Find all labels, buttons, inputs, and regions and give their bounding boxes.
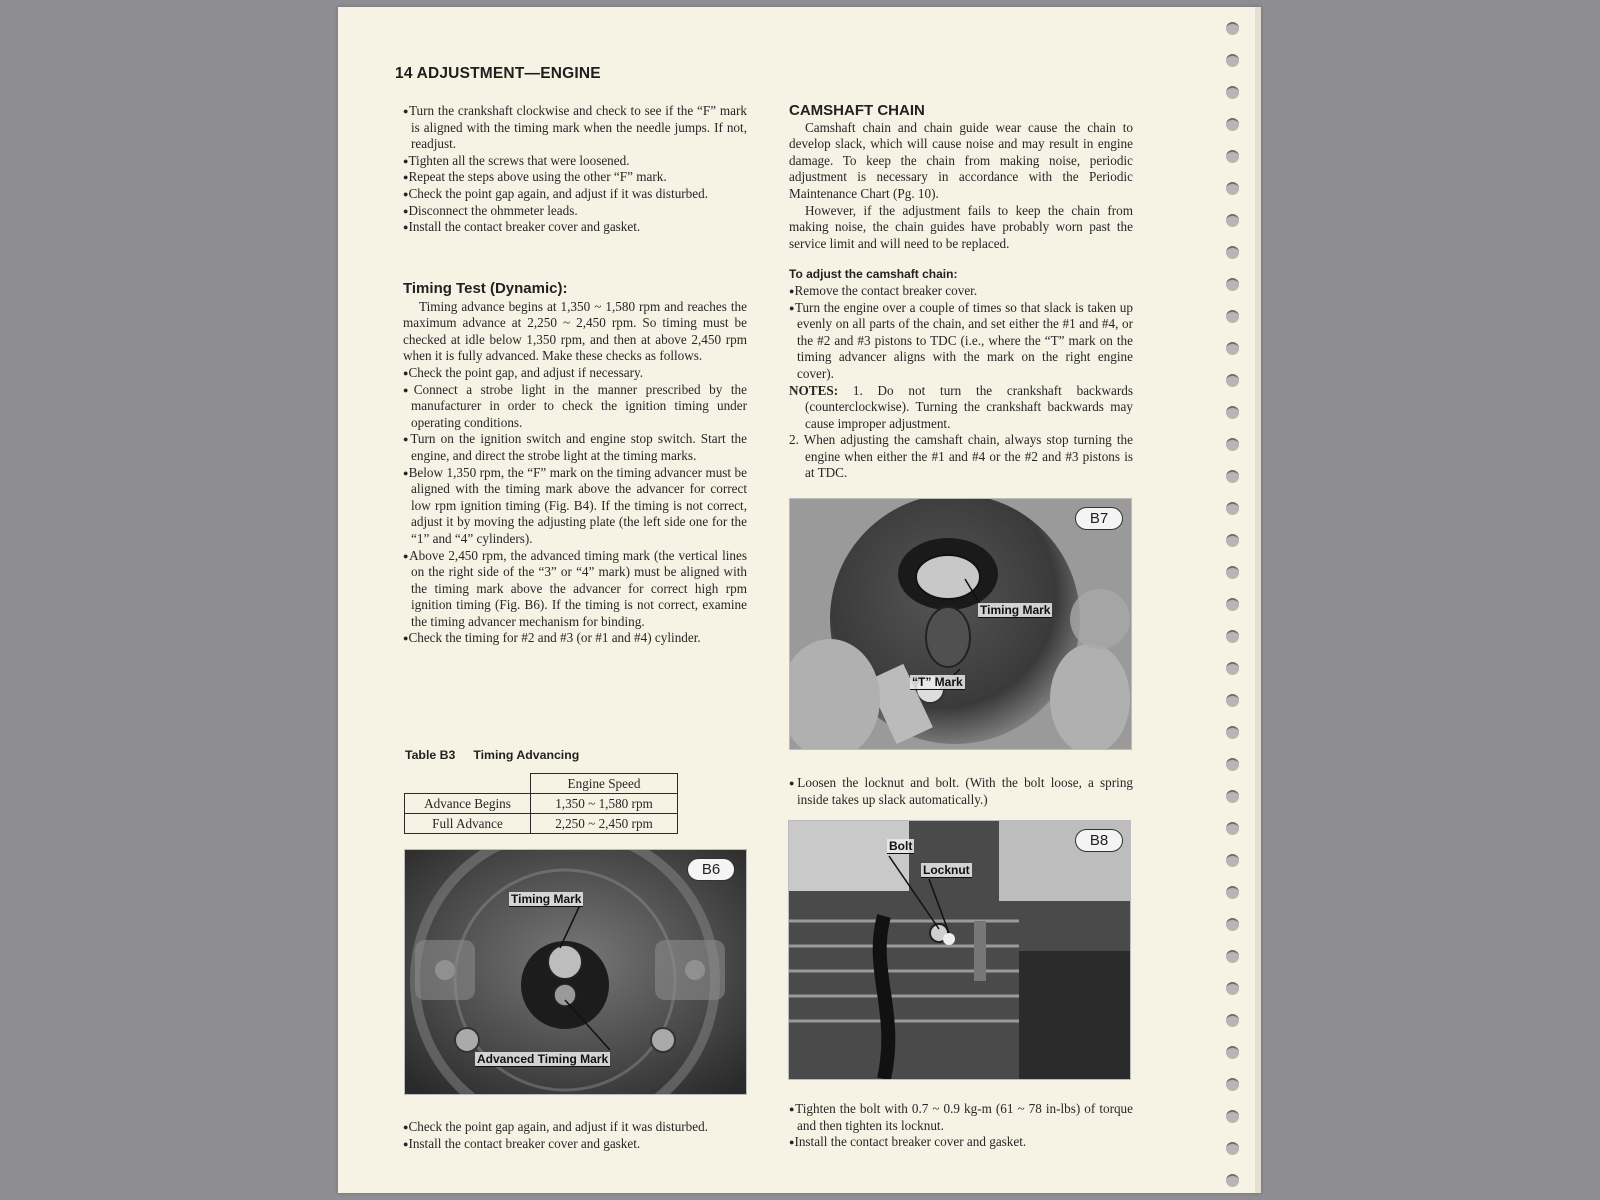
- binding-hole: [1226, 246, 1239, 259]
- figure-b7: [789, 498, 1132, 750]
- note-2: 2. When adjusting the camshaft chain, always stop turning the engine when either the #1 and #4 or the #2 and #3 pistons is at TDC.: [789, 432, 1133, 481]
- table-cell: Full Advance: [405, 814, 531, 834]
- list-item: ● Loosen the locknut and bolt. (With the bolt loose, a spring inside takes up slack automatically.): [789, 775, 1133, 808]
- binding-hole: [1226, 214, 1239, 227]
- binding-hole: [1226, 950, 1239, 963]
- list-item: ● Tighten all the screws that were loosened.: [403, 153, 747, 170]
- binding-hole: [1226, 822, 1239, 835]
- list-item: ● Above 2,450 rpm, the advanced timing mark (the vertical lines on the right side of the “3” or “4” mark) must be aligned with the timing mark above the advancer for correct high rpm ignition timing (Fig. B6). If the timing is not correct, examine the timing advancer mechanism for binding.: [403, 548, 747, 631]
- binding-hole: [1226, 790, 1239, 803]
- list-item: ● Turn the crankshaft clockwise and check to see if the “F” mark is aligned with the timing mark when the needle jumps. If not, readjust.: [403, 103, 747, 153]
- binding-hole: [1226, 694, 1239, 707]
- label-timing-mark: Timing Mark: [511, 892, 582, 906]
- left-end-list: [403, 1119, 747, 1152]
- binding-hole: [1226, 470, 1239, 483]
- table-cell: Advance Begins: [405, 794, 531, 814]
- binding-hole: [1226, 982, 1239, 995]
- binding-hole: [1226, 1174, 1239, 1187]
- table-header: Engine Speed: [531, 774, 678, 794]
- note-text: 1. Do not turn the crankshaft backwards (counterclockwise). Turning the crankshaft backwards may cause improper adjustment.: [805, 382, 1133, 431]
- table-cell: 2,250 ~ 2,450 rpm: [531, 814, 678, 834]
- binding-hole: [1226, 310, 1239, 323]
- binding-hole: [1226, 1078, 1239, 1091]
- list-item: ● Check the point gap again, and adjust if it was disturbed.: [403, 186, 747, 203]
- list-item: ● Turn on the ignition switch and engine stop switch. Start the engine, and direct the strobe light at the timing marks.: [403, 431, 747, 464]
- camshaft-chain-section: [789, 103, 1133, 482]
- list-item: ● Connect a strobe light in the manner prescribed by the manufacturer in order to check the ignition timing under operating conditions.: [403, 382, 747, 432]
- list-item: ● Turn the engine over a couple of times so that slack is taken up evenly on all parts of the chain, and set either the #1 and #4, or the #2 and #3 pistons to TDC (i.e., where the “T” mark on the timing advancer aligns with the mark on the right engine cover).: [789, 300, 1133, 383]
- label-locknut: Locknut: [923, 863, 970, 877]
- binding-hole: [1226, 1014, 1239, 1027]
- binding-hole: [1226, 438, 1239, 451]
- binding-hole: [1226, 150, 1239, 163]
- section-title: CAMSHAFT CHAIN: [789, 102, 925, 119]
- paragraph: Camshaft chain and chain guide wear cause the chain to develop slack, which will cause noise and may result in engine damage. To keep the chain from making noise, periodic adjustment is necessary in accordance with the Periodic Maintenance Chart (Pg. 10).: [789, 119, 1133, 201]
- binding-hole: [1226, 534, 1239, 547]
- binding-hole: [1226, 502, 1239, 515]
- binding-hole: [1226, 918, 1239, 931]
- binding-hole: [1226, 374, 1239, 387]
- binding-hole: [1226, 1110, 1239, 1123]
- table-row: [405, 794, 678, 814]
- list-item: ● Repeat the steps above using the other “F” mark.: [403, 169, 747, 186]
- label-t-mark: “T” Mark: [912, 675, 963, 689]
- binding-hole: [1226, 854, 1239, 867]
- binding-hole: [1226, 1142, 1239, 1155]
- page-heading: 14 ADJUSTMENT—ENGINE: [395, 65, 601, 82]
- figure-b8: [788, 820, 1131, 1080]
- binding-hole: [1226, 22, 1239, 35]
- list-item: ● Check the point gap, and adjust if necessary.: [403, 365, 747, 382]
- loosen-list: [789, 775, 1133, 808]
- binding-hole: [1226, 566, 1239, 579]
- figure-b8-photo: [789, 821, 1130, 1079]
- list-item: ● Tighten the bolt with 0.7 ~ 0.9 kg-m (61 ~ 78 in-lbs) of torque and then tighten its locknut.: [789, 1101, 1133, 1134]
- list-item: ● Install the contact breaker cover and gasket.: [403, 1136, 747, 1153]
- binding-hole: [1226, 630, 1239, 643]
- paragraph: However, if the adjustment fails to keep the chain from making noise, the chain guides have probably worn past the service limit and will need to be replaced.: [789, 202, 1133, 251]
- binding-hole: [1226, 182, 1239, 195]
- subheading: To adjust the camshaft chain:: [789, 267, 958, 282]
- binding-hole: [1226, 406, 1239, 419]
- left-intro-list: [403, 103, 747, 236]
- table-header-row: [405, 774, 678, 794]
- binding-hole: [1226, 662, 1239, 675]
- manual-page: [338, 7, 1261, 1193]
- timing-table: [404, 773, 678, 834]
- binding-hole: [1226, 1046, 1239, 1059]
- table-caption: [405, 748, 579, 762]
- list-item: ● Disconnect the ohmmeter leads.: [403, 203, 747, 220]
- label-timing-mark: Timing Mark: [980, 603, 1051, 617]
- list-item: ● Check the point gap again, and adjust if it was disturbed.: [403, 1119, 747, 1136]
- notes-label: NOTES:: [789, 382, 839, 398]
- list-item: ● Install the contact breaker cover and gasket.: [403, 219, 747, 236]
- binding-hole: [1226, 342, 1239, 355]
- list-item: ● Check the timing for #2 and #3 (or #1 and #4) cylinder.: [403, 630, 747, 647]
- right-end-list: [789, 1101, 1133, 1151]
- binding-hole: [1226, 86, 1239, 99]
- figure-badge: B7: [1075, 507, 1123, 530]
- binding-hole: [1226, 278, 1239, 291]
- figure-badge: B8: [1075, 829, 1123, 852]
- timing-test-section: [403, 281, 747, 647]
- table-row: [405, 814, 678, 834]
- section-title: Timing Test (Dynamic):: [403, 280, 568, 297]
- timing-intro: Timing advance begins at 1,350 ~ 1,580 rpm and reaches the maximum advance at 2,250 ~ 2,450 rpm. So timing must be checked at idle below 1,350 rpm, and then at above 2,450 rpm when it is fully advanced. Make these checks as follows.: [403, 298, 747, 364]
- binding-hole: [1226, 886, 1239, 899]
- list-item: ● Install the contact breaker cover and gasket.: [789, 1134, 1133, 1151]
- list-item: ● Remove the contact breaker cover.: [789, 283, 1133, 300]
- label-advanced-timing-mark: Advanced Timing Mark: [477, 1052, 609, 1066]
- figure-b6: [404, 849, 747, 1095]
- table-title: Timing Advancing: [473, 748, 580, 762]
- table-id: Table B3: [405, 748, 456, 762]
- table-cell: 1,350 ~ 1,580 rpm: [531, 794, 678, 814]
- binding-hole: [1226, 598, 1239, 611]
- binding-hole: [1226, 758, 1239, 771]
- list-item: ● Below 1,350 rpm, the “F” mark on the timing advancer must be aligned with the timing mark above the advancer for correct low rpm ignition timing (Fig. B4). If the timing is not correct, adjust it by moving the adjusting plate (the left side one for the “1” and “4” cylinders).: [403, 465, 747, 548]
- table-cell: [405, 774, 531, 794]
- binding-hole: [1226, 54, 1239, 67]
- binding-holes: [1218, 7, 1258, 1193]
- figure-badge: B6: [687, 858, 735, 881]
- binding-hole: [1226, 726, 1239, 739]
- binding-hole: [1226, 118, 1239, 131]
- figure-b7-photo: [790, 499, 1131, 749]
- label-bolt: Bolt: [889, 839, 913, 853]
- note-1: [789, 383, 1133, 433]
